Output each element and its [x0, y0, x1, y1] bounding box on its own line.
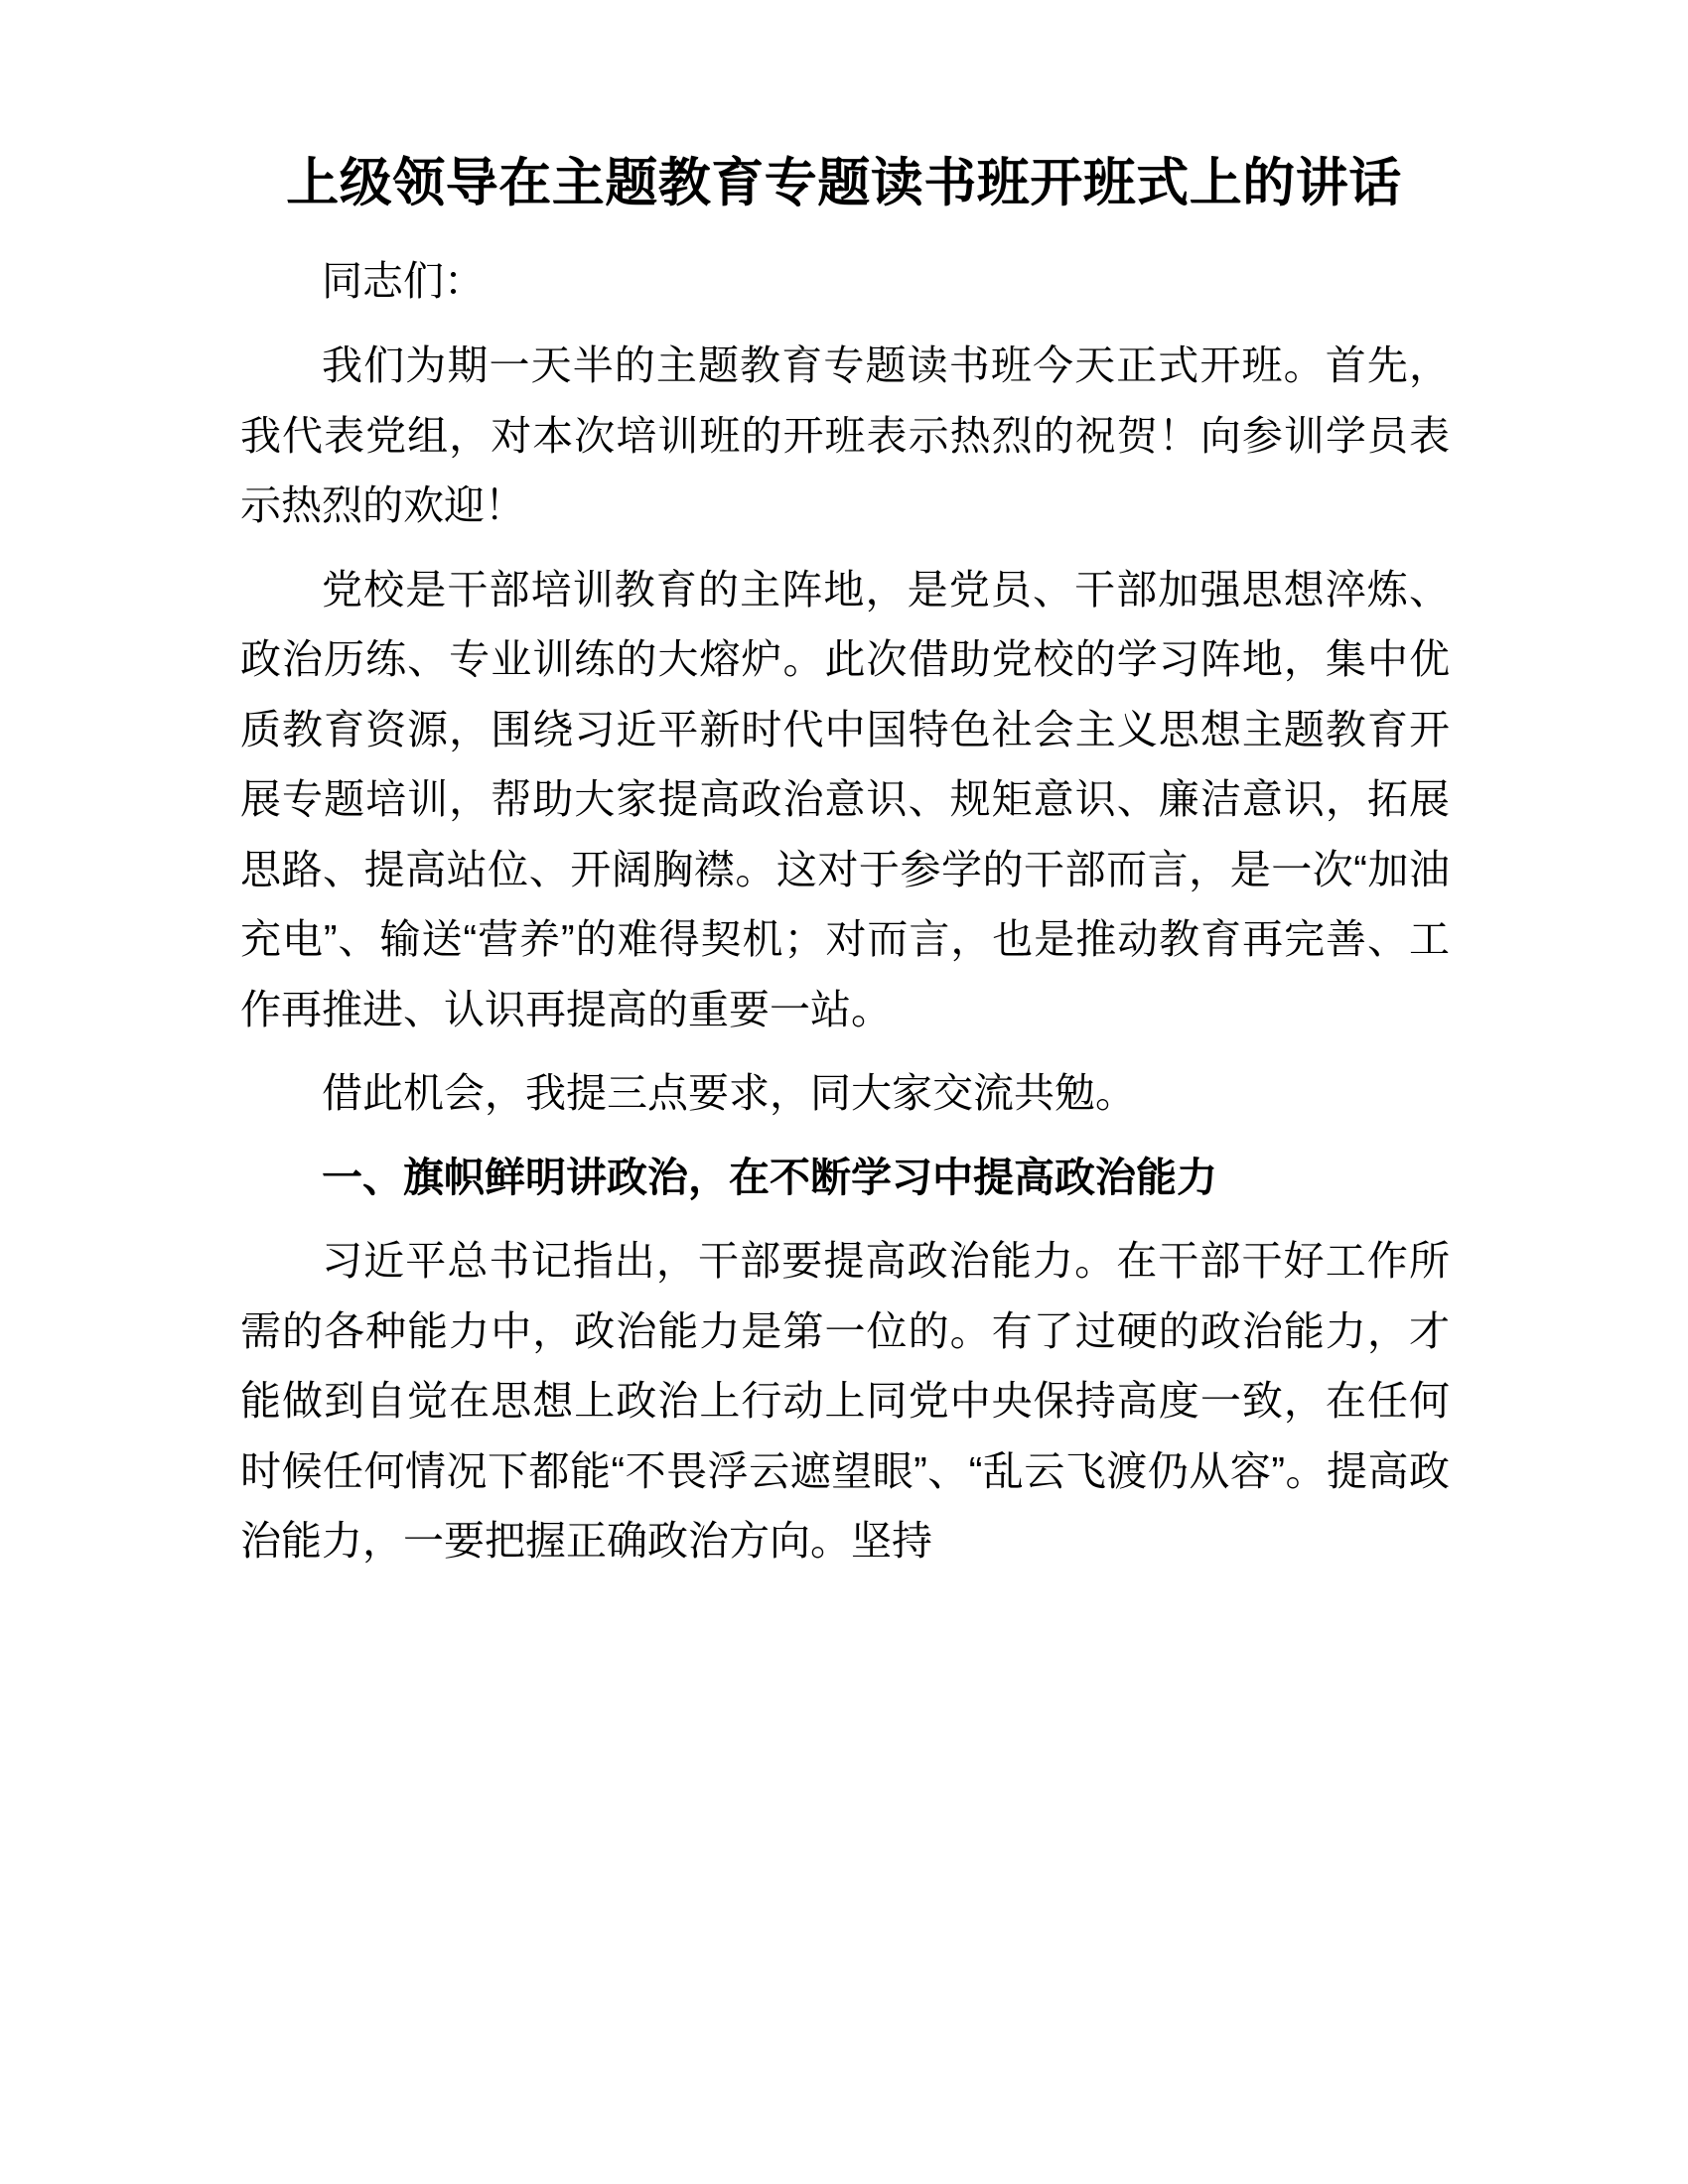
paragraph-opening: 我们为期一天半的主题教育专题读书班今天正式开班。首先，我代表党组，对本次培训班的开班表示热烈的祝贺！向参训学员表示热烈的欢迎！	[240, 342, 1450, 529]
paragraph-salutation: 同志们：	[322, 258, 485, 305]
page-title: 上级领导在主题教育专题读书班开班式上的讲话	[286, 154, 1402, 212]
document-body	[228, 0, 1460, 1576]
paragraph-three-requirements: 借此机会，我提三点要求，同大家交流共勉。	[322, 1070, 1136, 1117]
paragraph-section-one-body: 习近平总书记指出，干部要提高政治能力。在干部干好工作所需的各种能力中，政治能力是第一位的。有了过硬的政治能力，才能做到自觉在思想上政治上行动上同党中央保持高度一致，在任何时候任何情况下都能“不畏浮云遮望眼”、“乱云飞渡仍从容”。提高政治能力，一要把握正确政治方向。坚持	[240, 1238, 1450, 1565]
paragraph-party-school: 党校是干部培训教育的主阵地，是党员、干部加强思想淬炼、政治历练、专业训练的大熔炉。此次借助党校的学习阵地，集中优质教育资源，围绕习近平新时代中国特色社会主义思想主题教育开展专题培训，帮助大家提高政治意识、规矩意识、廉洁意识，拓展思路、提高站位、开阔胸襟。这对于参学的干部而言，是一次“加油充电”、输送“营养”的难得契机；对而言，也是推动教育再完善、工作再推进、认识再提高的重要一站。	[240, 566, 1450, 1032]
section-one-heading: 一、旗帜鲜明讲政治，在不断学习中提高政治能力	[322, 1154, 1217, 1200]
